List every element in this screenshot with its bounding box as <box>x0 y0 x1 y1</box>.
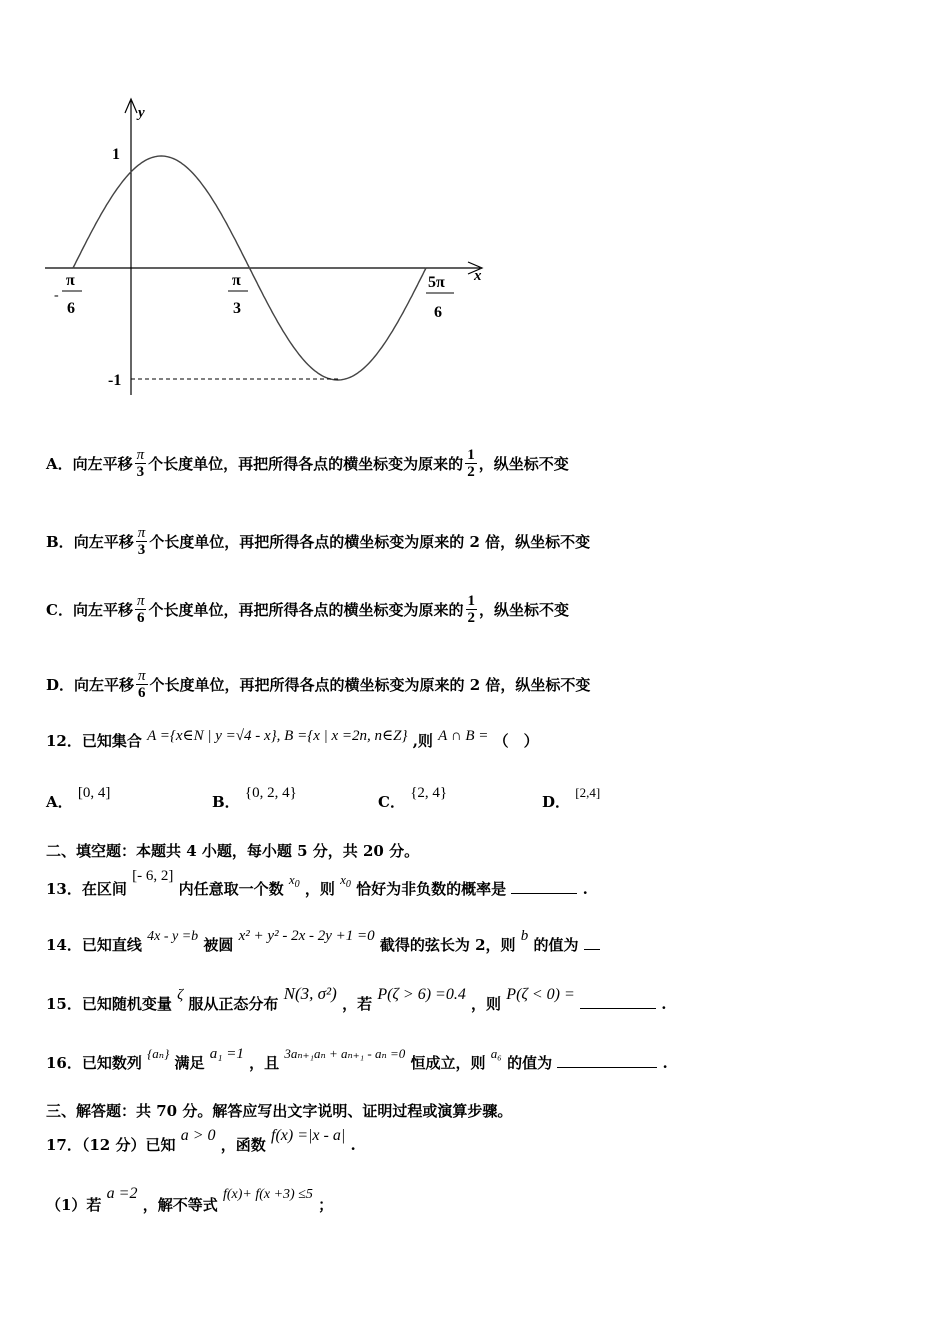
option-d-text2: 个长度单位，再把所得各点的横坐标变为原来的 2 倍，纵坐标不变 <box>149 675 591 694</box>
y-axis-label: y <box>138 105 145 121</box>
q16-prefix: 16．已知数列 <box>46 1054 142 1072</box>
q12-prefix: 12．已知集合 <box>46 732 142 750</box>
q12-choice-b-value: {0, 2, 4} <box>244 785 297 801</box>
q12-suffix: （ ） <box>493 732 539 750</box>
option-c-label: C． <box>46 600 73 619</box>
q12-mid: ,则 <box>412 732 433 750</box>
x-tick-right-num: 5π <box>428 274 445 291</box>
x-tick-mid-den: 3 <box>233 300 241 317</box>
q13-answer-blank[interactable] <box>511 879 577 894</box>
q14-line: 4x - y =b <box>147 929 199 944</box>
q13-end: . <box>582 880 588 898</box>
q12-choice-c-value: {2, 4} <box>410 785 448 801</box>
question-14 <box>46 926 600 955</box>
question-16 <box>46 1044 668 1073</box>
option-c-text2: 个长度单位，再把所得各点的横坐标变为原来的 <box>148 600 464 619</box>
option-b <box>46 518 590 564</box>
q12-choice-c-label: C． <box>378 793 405 811</box>
option-c-shift: $\frac{\pi}{6}$ <box>136 592 145 626</box>
q13-mid3: 恰好为非负数的概率是 <box>356 880 507 898</box>
x-tick-left-sign: - <box>54 288 59 303</box>
q13-var-repeat: $x_0$ <box>340 872 351 890</box>
q17-end: . <box>350 1136 356 1154</box>
q15-answer-blank[interactable] <box>580 994 656 1009</box>
q15-mid2: ，若 <box>342 995 373 1013</box>
q16-answer-blank[interactable] <box>557 1053 657 1068</box>
q15-end: . <box>661 995 667 1013</box>
option-a-label: A． <box>46 454 73 473</box>
option-c-text1: 向左平移 <box>72 600 133 619</box>
y-tick-neg1: -1 <box>108 372 122 389</box>
q16-mid: 满足 <box>174 1054 205 1072</box>
q15-var: ζ <box>177 987 184 1003</box>
q16-period: . <box>662 1054 668 1072</box>
option-a-shift: $\frac{\pi}{3}$ <box>136 446 145 480</box>
q13-interval: [- 6, 2] <box>132 868 174 884</box>
q12-choice-c <box>378 783 447 812</box>
q14-prefix: 14．已知直线 <box>46 936 142 954</box>
option-b-shift: $\frac{\pi}{3}$ <box>137 524 146 558</box>
q14-mid2: 截得的弦长为 2，则 <box>379 936 516 954</box>
q17-func: f(x) =|x - a| <box>271 1127 346 1144</box>
x-tick-left-num: π <box>66 272 75 289</box>
option-a <box>46 438 569 488</box>
question-17-part-1 <box>46 1184 333 1215</box>
q16-seq: {aₙ} <box>147 1046 170 1061</box>
q12-choice-d <box>542 783 600 812</box>
q12-choice-b <box>212 783 297 812</box>
q13-mid: 内任意取一个数 <box>178 880 284 898</box>
q17-1-ineq: f(x)+ f(x +3) ≤5 <box>222 1187 313 1202</box>
question-17 <box>46 1126 356 1155</box>
q12-choice-a-label: A． <box>46 793 73 811</box>
q13-var: $x_0$ <box>288 872 300 890</box>
q17-1-cond: a =2 <box>106 1185 138 1202</box>
q15-mid: 服从正态分布 <box>188 995 279 1013</box>
q15-dist: N(3, σ²) <box>283 984 337 1003</box>
option-c-text3: ，纵坐标不变 <box>479 600 570 619</box>
q13-prefix: 13．在区间 <box>46 880 127 898</box>
option-a-text1: 向左平移 <box>72 454 133 473</box>
q14-mid: 被圆 <box>203 936 234 954</box>
q17-prefix: 17．（12 分）已知 <box>46 1136 176 1154</box>
q13-mid2: ，则 <box>304 880 335 898</box>
q15-ask: P(ζ < 0) = <box>506 986 575 1003</box>
q16-end: 的值为 <box>507 1054 553 1072</box>
q12-choice-b-label: B． <box>212 793 240 811</box>
option-d-label: D． <box>46 675 75 694</box>
q14-circle: x² + y² - 2x - 2y +1 =0 <box>238 928 375 944</box>
x-tick-mid-num: π <box>232 272 241 289</box>
x-tick-right-den: 6 <box>434 304 442 321</box>
option-b-label: B． <box>46 532 74 551</box>
q14-var: b <box>520 928 529 944</box>
q12-choice-a-value: [0, 4] <box>77 785 111 801</box>
question-13 <box>46 868 588 899</box>
option-c-scale: $\frac{1}{2}$ <box>467 592 475 626</box>
section-3-heading: 三、解答题：共 70 分。解答应写出文字说明、证明过程或演算步骤。 <box>46 1102 513 1120</box>
y-tick-1: 1 <box>112 146 120 163</box>
option-d-text1: 向左平移 <box>74 675 135 694</box>
q16-init: a₁ =1 <box>209 1046 244 1062</box>
q17-cond: a > 0 <box>180 1127 216 1144</box>
x-tick-left-den: 6 <box>67 300 75 317</box>
option-a-scale: $\frac{1}{2}$ <box>467 446 475 480</box>
q17-mid: ，函数 <box>220 1136 266 1154</box>
option-b-text1: 向左平移 <box>73 532 134 551</box>
q12-choice-d-label: D． <box>542 793 571 811</box>
section-2-heading: 二、填空题：本题共 4 小题，每小题 5 分，共 20 分。 <box>46 842 420 860</box>
q14-answer-blank[interactable] <box>584 935 600 950</box>
option-a-text3: ，纵坐标不变 <box>478 454 569 473</box>
q12-choice-d-value: [2,4] <box>575 785 601 800</box>
q16-mid2: ，且 <box>249 1054 280 1072</box>
q16-mid3: 恒成立，则 <box>410 1054 486 1072</box>
question-12 <box>46 726 539 751</box>
q14-end: 的值为 <box>533 936 579 954</box>
q16-rec: 3aₙ₊₁aₙ + aₙ₊₁ - aₙ =0 <box>284 1046 406 1061</box>
option-d <box>46 661 590 707</box>
option-a-text2: 个长度单位，再把所得各点的横坐标变为原来的 <box>148 454 464 473</box>
q12-choice-a <box>46 783 110 812</box>
q15-prefix: 15．已知随机变量 <box>46 995 172 1013</box>
q17-1-prefix: （1）若 <box>46 1196 102 1214</box>
q16-target: a₆ <box>490 1046 502 1061</box>
option-c <box>46 582 569 636</box>
question-15 <box>46 984 667 1014</box>
q17-1-mid: ，解不等式 <box>142 1196 218 1214</box>
option-b-text2: 个长度单位，再把所得各点的横坐标变为原来的 2 倍，纵坐标不变 <box>149 532 591 551</box>
option-d-shift: $\frac{\pi}{6}$ <box>138 667 146 701</box>
x-axis-label: x <box>474 268 482 284</box>
q17-1-end: ； <box>318 1196 334 1214</box>
q15-mid3: ，则 <box>471 995 502 1013</box>
sine-graph <box>40 95 500 405</box>
q12-intersection: A ∩ B = <box>438 728 489 744</box>
q12-set-math: A ={x∈N | y =√4 - x}, B ={x | x =2n, n∈Z} <box>147 728 408 744</box>
q15-cond: P(ζ > 6) =0.4 <box>377 986 466 1003</box>
